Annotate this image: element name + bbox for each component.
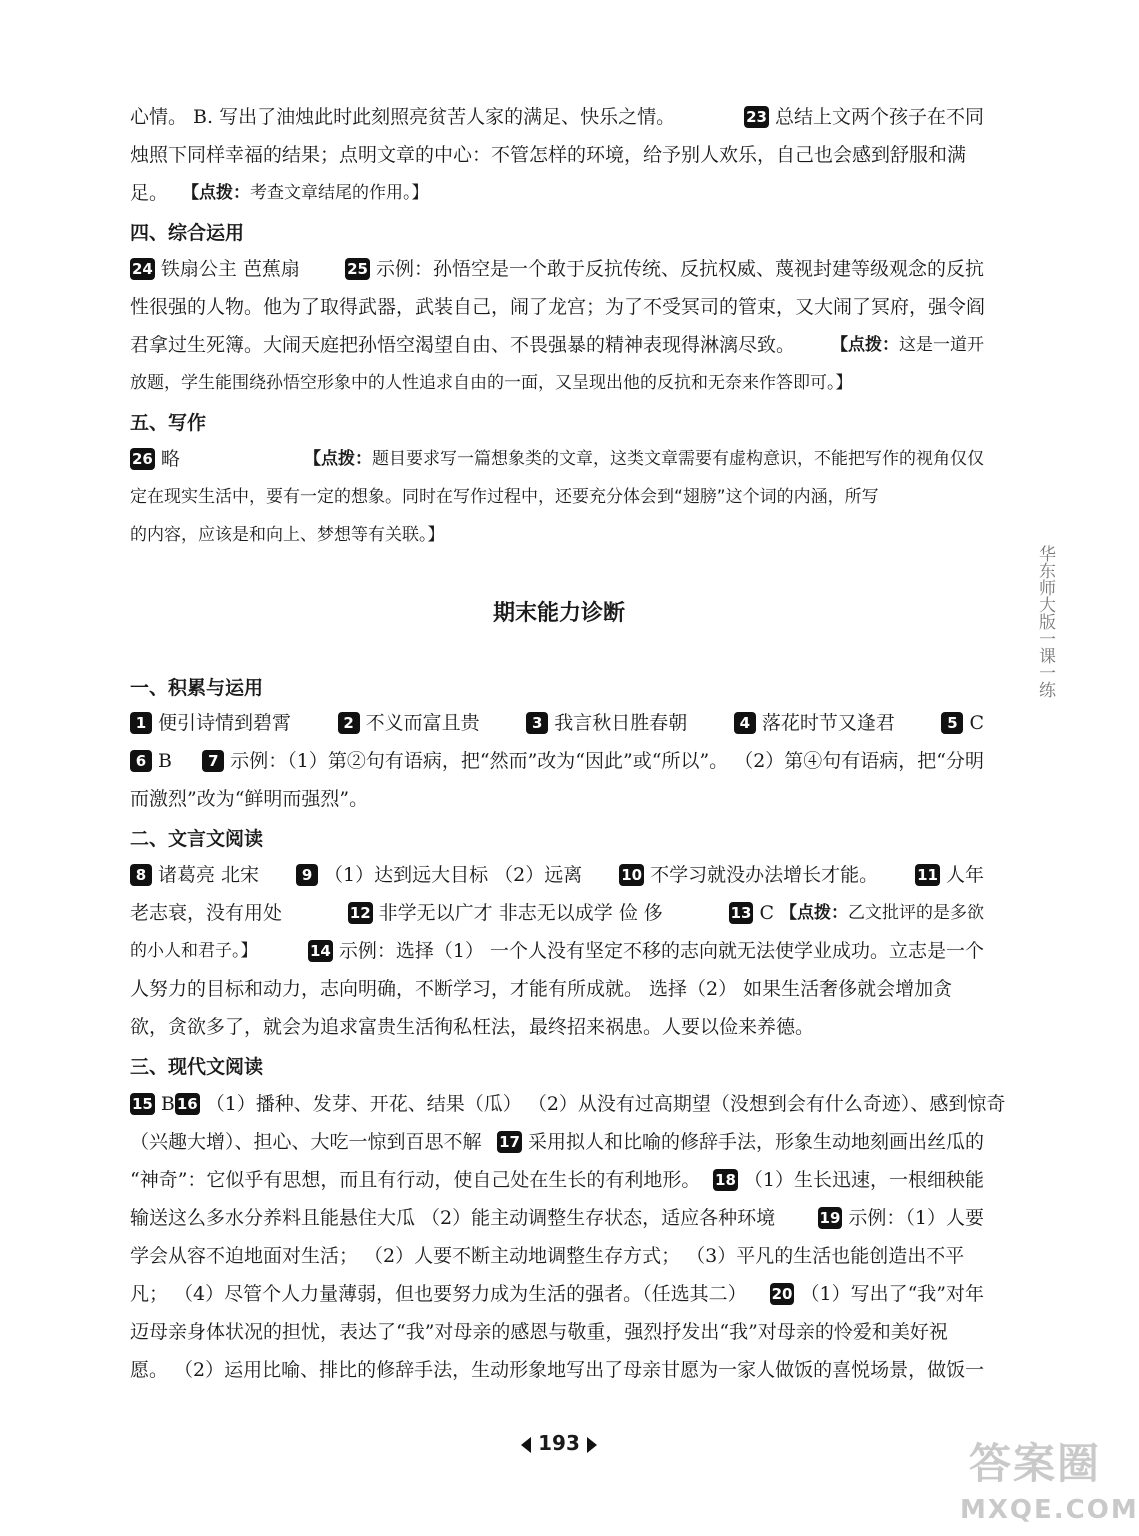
line-text: 人努力的目标和动力，志向明确，不断学习，才能有所成就。 选择（2） 如果生活奢侈就会增加贪	[130, 978, 953, 1000]
answer-text: 略	[160, 448, 180, 470]
question-number-badge: 18	[715, 1171, 736, 1189]
hint-note	[831, 332, 984, 358]
hint-text: 定在现实生活中，要有一定的想象。同时在写作过程中，还要充分体会到“翅膀”这个词的内涵，所写	[130, 487, 879, 507]
answer-text: 采用拟人和比喻的修辞手法，形象生动地刻画出丝瓜的	[527, 1131, 984, 1153]
question-number-badge: 14	[309, 942, 331, 960]
question-number-badge: 3	[526, 712, 548, 734]
line-text: （兴趣大增）、担心、大吃一惊到百思不解	[130, 1131, 482, 1153]
section-heading: 四、综合运用	[130, 222, 245, 244]
hint-label: 【点拨：	[182, 183, 251, 203]
answer-item	[308, 938, 984, 964]
answer-line	[130, 976, 984, 1002]
answer-line	[130, 786, 984, 812]
page-number	[0, 1431, 1118, 1455]
answer-item	[338, 710, 480, 736]
question-number-badge: 23	[746, 108, 767, 126]
answer-text: （1）生长迅速，一根细秧能	[743, 1169, 984, 1191]
line-text: 迈母亲身体状况的担忧，表达了“我”对母亲的感恩与敬重，强烈抒发出“我”对母亲的怜爱和美好祝	[130, 1321, 948, 1343]
answer-line	[130, 862, 984, 888]
answer-line	[130, 1091, 1006, 1117]
answer-item	[915, 862, 984, 888]
answer-item	[175, 1091, 1006, 1117]
question-number-badge: 4	[734, 712, 756, 734]
answer-line	[130, 370, 984, 396]
hint-note	[182, 180, 429, 206]
answer-item	[130, 748, 172, 774]
line-text: 心情。 B. 写出了油烛此时此刻照亮贫苦人家的满足、快乐之情。	[130, 106, 676, 128]
answer-line	[130, 294, 984, 320]
hint-text: 乙文批评的是多欲	[848, 903, 984, 923]
answer-item	[296, 862, 582, 888]
answer-line	[130, 522, 984, 548]
section-heading: 三、现代文阅读	[130, 1056, 264, 1078]
hint-note	[780, 900, 984, 926]
answer-text: （1）写出了“我”对年	[800, 1283, 984, 1305]
hint-label: 【点拨：	[304, 449, 372, 469]
line-text: 性很强的人物。他为了取得武器，武装自己，闹了龙宫；为了不受冥司的管束，又大闹了冥府，强令阎	[130, 296, 986, 318]
answer-text: 便引诗情到碧霄	[158, 712, 292, 734]
line-text: 愿。 （2）运用比喻、排比的修辞手法，生动形象地写出了母亲甘愿为一家人做饭的喜悦场景，做饭一	[130, 1359, 985, 1381]
answer-line	[130, 1167, 984, 1193]
answer-text: 诸葛亮 北宋	[158, 864, 260, 886]
question-number-badge: 10	[621, 866, 643, 884]
answer-line	[130, 1129, 984, 1155]
answer-item	[729, 900, 984, 926]
answer-text: 示例：（1）人要	[848, 1207, 984, 1229]
answer-text: B	[158, 750, 172, 772]
answer-text: 示例：（1）第②句有语病，把“然而”改为“因此”或“所以”。 （2）第④句有语病，把“分明	[230, 750, 984, 772]
question-number-badge: 11	[917, 866, 938, 884]
hint-text: 题目要求写一篇想象类的文章，这类文章需要有虚构意识，不能把写作的视角仅仅	[372, 449, 984, 469]
line-text: 足。	[130, 182, 169, 204]
line-text: 烛照下同样幸福的结果；点明文章的中心：不管怎样的环境，给予别人欢乐，自己也会感到舒服和满	[130, 144, 967, 166]
answer-item	[130, 1091, 175, 1117]
answer-line	[130, 1281, 984, 1307]
question-number-badge: 5	[941, 712, 963, 734]
watermark-url: MXQE.COM	[960, 1495, 1139, 1525]
question-number-badge: 2	[338, 712, 360, 734]
answer-item	[202, 748, 984, 774]
question-number-badge: 8	[130, 864, 152, 886]
line-text: “神奇”：它似乎有思想，而且有行动，使自己处在生长的有利地形。	[130, 1169, 701, 1191]
answer-item	[130, 446, 180, 472]
answer-item	[348, 900, 663, 926]
answer-item	[497, 1129, 984, 1155]
answer-item	[130, 256, 300, 282]
answer-text: C	[969, 712, 984, 734]
question-number-badge: 16	[176, 1095, 198, 1113]
answer-text: B	[160, 1093, 175, 1115]
hint-note	[304, 446, 984, 472]
section-heading: 一、积累与运用	[130, 677, 264, 699]
answer-line	[130, 484, 984, 510]
question-number-badge: 1	[130, 712, 152, 734]
answer-text: 我言秋日胜春朝	[554, 712, 688, 734]
line-text: 君拿过生死簿。大闹天庭把孙悟空渴望自由、不畏强暴的精神表现得淋漓尽致。	[130, 334, 796, 356]
answer-line	[130, 1014, 984, 1040]
hint-label: 【点拨：	[780, 903, 848, 923]
question-number-badge: 7	[202, 750, 224, 772]
side-tab-label: 华东师大版一课一练	[1035, 545, 1055, 698]
answer-line	[130, 1243, 984, 1269]
answer-item	[734, 710, 895, 736]
answer-text: 总结上文两个孩子在不同	[774, 106, 984, 128]
section-heading: 五、写作	[130, 412, 207, 434]
answer-text: （1）达到远大目标 （2）远离	[324, 864, 583, 886]
line-text: 老志衰，没有用处	[130, 902, 283, 924]
answer-text: 不义而富且贵	[365, 712, 480, 734]
answer-line	[130, 1319, 984, 1345]
question-number-badge: 24	[132, 260, 153, 278]
answer-text: 不学习就没办法增长才能。	[650, 864, 879, 886]
answer-line	[130, 256, 984, 282]
answer-text: 非学无以广才 非志无以成学 俭 侈	[378, 902, 663, 924]
question-number-badge: 9	[296, 864, 318, 886]
answer-line	[130, 1357, 984, 1383]
watermark-logo-text: 答案圈	[968, 1439, 1101, 1488]
answer-text: （1）播种、发芽、开花、结果（瓜） （2）从没有过高期望（没想到会有什么奇迹）、感到惊奇	[205, 1093, 1006, 1115]
question-number-badge: 13	[730, 904, 752, 922]
line-text: 凡； （4）尽管个人力量薄弱，但也要努力成为生活的强者。（任选其二）	[130, 1283, 747, 1305]
question-number-badge: 6	[130, 750, 152, 772]
answer-line	[130, 900, 984, 926]
answer-item	[130, 710, 291, 736]
hint-label: 【点拨：	[831, 335, 899, 355]
question-number-badge: 25	[347, 260, 368, 278]
answer-item	[130, 862, 259, 888]
answer-line	[130, 938, 984, 964]
answer-item	[713, 1167, 984, 1193]
answer-line	[130, 748, 984, 774]
hint-text: 这是一道开	[899, 335, 984, 355]
line-text: 而激烈”改为“鲜明而强烈”。	[130, 788, 369, 810]
answer-text: 落花时节又逢君	[761, 712, 895, 734]
question-number-badge: 17	[499, 1133, 520, 1151]
page-number-text: 193	[538, 1431, 580, 1455]
question-number-badge: 12	[349, 904, 371, 922]
answer-item	[619, 862, 878, 888]
answer-item	[770, 1281, 984, 1307]
hint-text: 的内容，应该是和向上、梦想等有关联。】	[130, 525, 445, 545]
answer-item	[345, 256, 984, 282]
question-number-badge: 15	[132, 1095, 153, 1113]
hint-text: 的小人和君子。】	[130, 941, 258, 961]
answer-line	[130, 104, 984, 130]
section-heading: 二、文言文阅读	[130, 828, 264, 850]
answer-text: C	[759, 902, 774, 924]
answer-item	[526, 710, 687, 736]
answer-line	[130, 446, 984, 472]
line-text: 学会从容不迫地面对生活； （2）人要不断主动地调整生存方式； （3）平凡的生活也能创造出不平	[130, 1245, 965, 1267]
hint-text: 考查文章结尾的作用。】	[250, 183, 429, 203]
hint-text: 放题，学生能围绕孙悟空形象中的人性追求自由的一面，又呈现出他的反抗和无奈来作答即可。】	[130, 373, 853, 393]
answer-line	[130, 710, 984, 736]
left-triangle-icon	[521, 1437, 531, 1453]
answer-line	[130, 142, 984, 168]
answer-line	[130, 1205, 984, 1231]
right-triangle-icon	[587, 1437, 597, 1453]
answer-line	[130, 332, 984, 358]
question-number-badge: 20	[771, 1285, 793, 1303]
answer-item	[744, 104, 984, 130]
line-text: 欲，贪欲多了，就会为追求富贵生活徇私枉法，最终招来祸患。人要以俭来养德。	[130, 1016, 815, 1038]
answer-text: 示例：孙悟空是一个敢于反抗传统、反抗权威、蔑视封建等级观念的反抗	[375, 258, 984, 280]
answer-line	[130, 180, 984, 206]
answer-text: 铁扇公主 芭蕉扇	[160, 258, 300, 280]
watermark-logo	[960, 1431, 1139, 1526]
question-number-badge: 26	[132, 450, 153, 468]
answer-item	[941, 710, 984, 736]
question-number-badge: 19	[819, 1209, 841, 1227]
answer-item	[818, 1205, 984, 1231]
answer-text: 示例：选择（1） 一个人没有坚定不移的志向就无法使学业成功。立志是一个	[338, 940, 984, 962]
answer-text: 人年	[945, 864, 984, 886]
page-title: 期末能力诊断	[492, 601, 625, 626]
line-text: 输送这么多水分养料且能悬住大瓜 （2）能主动调整生存状态，适应各种环境	[130, 1207, 776, 1229]
